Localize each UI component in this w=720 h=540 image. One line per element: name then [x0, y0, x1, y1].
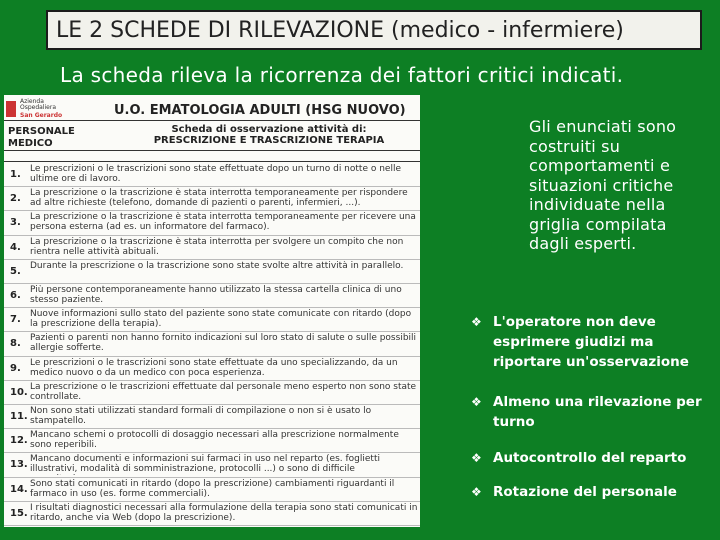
personnel-role: MEDICO — [8, 138, 53, 149]
title-box — [46, 10, 702, 50]
diamond-bullet-icon: ❖ — [471, 451, 482, 465]
form-row-text: La prescrizione o le trascrizioni effettuate dal personale meno esperto non sono state controllate. — [30, 381, 417, 402]
form-row-text: La prescrizione o la trascrizione è stata interrotta temporaneamente per ricevere una persona esterna (ad es. un informatore del farmaco). — [30, 212, 416, 233]
row-divider — [4, 477, 420, 478]
bullet-text: Rotazione del personale — [493, 484, 677, 500]
row-divider — [4, 283, 420, 284]
form-row-number: 7. — [10, 314, 21, 326]
row-divider — [4, 525, 420, 526]
form-row-text: Non sono stati utilizzati standard formali di compilazione o non si è usato lo stampatello. — [30, 406, 372, 426]
diamond-bullet-icon: ❖ — [471, 315, 482, 329]
row-divider — [4, 235, 420, 236]
row-divider — [4, 259, 420, 260]
form-row-text: La prescrizione o la trascrizione è stata interrotta per svolgere un compito che non rientra nelle attività abituali. — [30, 236, 404, 257]
row-divider — [4, 380, 420, 381]
logo-line1: Azienda Ospedaliera — [20, 98, 57, 111]
hospital-logo — [6, 99, 76, 121]
form-row-number: 13. — [10, 459, 28, 471]
form-row-text: Le prescrizioni o le trascrizioni sono state effettuate da uno specializzando, da un medico nuovo o da un medico con poca esperienza. — [30, 357, 398, 378]
row-divider — [4, 307, 420, 308]
form-row-number: 9. — [10, 362, 21, 374]
row-divider — [4, 452, 420, 453]
logo-mark-icon — [6, 101, 16, 117]
form-row-text: Durante la prescrizione o la trascrizione sono state svolte altre attività in parallelo. — [30, 260, 404, 271]
form-row-text: Più persone contemporaneamente hanno utilizzato la stessa cartella clinica di uno stesso paziente. — [30, 285, 402, 305]
form-row-text: La prescrizione o la trascrizione è stata interrotta temporaneamente per rispondere ad altre richieste (telefono, domande di pazienti o parenti, infermieri, ...). — [30, 188, 408, 209]
row-divider — [4, 501, 420, 502]
divider — [4, 161, 420, 162]
form-row-number: 5. — [10, 265, 21, 277]
form-row-number: 2. — [10, 193, 21, 205]
observation-form-image — [4, 95, 420, 527]
form-row-text: I risultati diagnostici necessari alla formulazione della terapia sono stati comunicati in ritardo, anche via Web (dopo la prescrizione). — [30, 502, 418, 523]
slide-subtitle: La scheda rileva la ricorrenza dei fattori critici indicati. — [60, 63, 624, 87]
form-row-number: 4. — [10, 241, 21, 253]
form-subtitle-line1: Scheda di osservazione attività di: — [171, 124, 367, 135]
form-row-number: 1. — [10, 169, 21, 180]
bullet-text: L'operatore non deve esprimere giudizi ma riportare un'osservazione — [493, 314, 689, 370]
form-personnel — [8, 126, 75, 150]
divider — [4, 150, 420, 151]
personnel-label: PERSONALE — [8, 126, 75, 137]
row-divider — [4, 404, 420, 405]
row-divider — [4, 331, 420, 332]
form-row-text: Pazienti o parenti non hanno fornito indicazioni sul loro stato di salute o sulle possibili allergie sofferte. — [30, 333, 417, 354]
diamond-bullet-icon: ❖ — [471, 485, 482, 499]
form-row-number: 3. — [10, 217, 21, 229]
form-row-number: 10. — [10, 386, 28, 398]
form-subtitle — [124, 124, 414, 146]
row-divider — [4, 210, 420, 211]
form-row-text: Mancano schemi o protocolli di dosaggio necessari alla prescrizione normalmente sono reperibili. — [30, 430, 399, 451]
form-row-text: Le prescrizioni o le trascrizioni sono state effettuate dopo un turno di notte o nelle ultime ore di lavoro. — [30, 164, 401, 184]
form-row-number: 14. — [10, 483, 28, 495]
form-row-number: 12. — [10, 435, 28, 447]
diamond-bullet-icon: ❖ — [471, 395, 482, 409]
form-row-number: 6. — [10, 290, 21, 301]
row-divider — [4, 186, 420, 187]
form-row-number: 8. — [10, 338, 21, 350]
row-divider — [4, 356, 420, 357]
row-divider — [4, 428, 420, 429]
form-row-number: 15. — [10, 507, 28, 519]
form-subtitle-line2: PRESCRIZIONE E TRASCRIZIONE TERAPIA — [153, 135, 385, 146]
form-row-text: Sono stati comunicati in ritardo (dopo la prescrizione) cambiamenti riguardanti il farmaco in uso (es. forme commerciali). — [30, 478, 395, 499]
form-row-number: 11. — [10, 411, 28, 422]
divider — [4, 120, 420, 121]
form-row-text: Mancano documenti e informazioni sui farmaci in uso nel reparto (es. foglietti illustrativi, modalità di somministrazione, protocolli ...) o sono di difficile — [30, 454, 380, 475]
bullet-text: Almeno una rilevazione per turno — [493, 394, 702, 430]
form-row-text: Nuove informazioni sullo stato del paziente sono state comunicate con ritardo (dopo la prescrizione della terapia). — [30, 309, 412, 330]
logo-line2: San Gerardo — [20, 112, 63, 119]
description-text: Gli enunciati sono costruiti su comportamenti e situazioni critiche individuate nella griglia compilata dagli esperti. — [529, 117, 677, 253]
bullet-text: Autocontrollo del reparto — [493, 450, 687, 466]
slide-title: LE 2 SCHEDE DI RILEVAZIONE (medico - infermiere) — [56, 18, 624, 43]
form-unit-title: U.O. EMATOLOGIA ADULTI (HSG NUOVO) — [114, 103, 406, 118]
